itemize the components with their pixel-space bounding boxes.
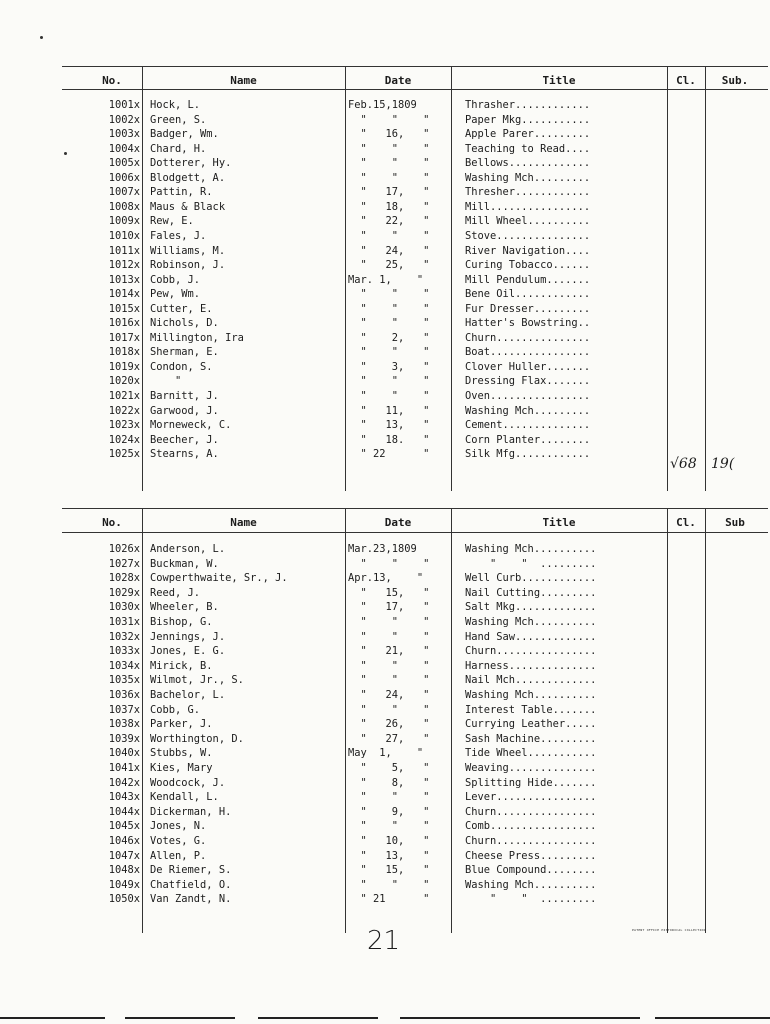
entry-name: Hock, L. <box>150 99 201 111</box>
entry-number: 1019x <box>108 360 140 373</box>
entry-number: 1038x <box>108 718 140 731</box>
entry-title: Corn Planter........ <box>465 433 591 446</box>
ledger-row <box>0 689 770 701</box>
ledger-row <box>0 332 770 344</box>
entry-name: Parker, J. <box>150 718 213 731</box>
section2-header-title: Title <box>542 516 576 529</box>
section1-header-date: Date <box>384 74 412 87</box>
entry-number: 1018x <box>108 346 140 359</box>
entry-date: Mar.23,1809 <box>348 543 417 555</box>
entry-name: Woodcock, J. <box>150 776 226 789</box>
entry-date: " 13, " <box>348 849 430 862</box>
ledger-row <box>0 375 770 387</box>
ledger-row <box>0 259 770 271</box>
entry-number: 1002x <box>108 113 140 126</box>
entry-title: " " ......... <box>465 893 597 906</box>
entry-name: Votes, G. <box>150 835 207 847</box>
entry-date: " " " <box>348 674 430 687</box>
entry-number: 1017x <box>108 331 140 344</box>
ledger-row <box>0 762 770 774</box>
entry-date: " 27, " <box>348 732 430 745</box>
entry-title: Interest Table....... <box>465 703 597 716</box>
entry-date: " 16, " <box>348 128 430 141</box>
bottom-rule-2 <box>125 1017 235 1019</box>
entry-name: Cobb, J. <box>150 273 201 286</box>
section2-header-cl: Cl. <box>676 516 696 529</box>
entry-number: 1043x <box>108 791 140 804</box>
ledger-row <box>0 572 770 584</box>
entry-number: 1024x <box>108 433 140 446</box>
entry-number: 1046x <box>108 835 140 847</box>
entry-date: " 18, " <box>348 200 430 213</box>
entry-name: Chard, H. <box>150 142 207 155</box>
ledger-row <box>0 631 770 643</box>
entry-title: Silk Mfg............ <box>465 448 591 461</box>
entry-title: Washing Mch.......... <box>465 878 597 891</box>
entry-number: 1047x <box>108 849 140 862</box>
entry-date: " 17, " <box>348 186 430 199</box>
entry-name: Nichols, D. <box>150 317 219 330</box>
entry-number: 1027x <box>108 557 140 570</box>
entry-date: " " " <box>348 346 430 359</box>
ledger-row <box>0 157 770 169</box>
entry-date: " 21 " <box>348 893 430 906</box>
entry-date: " " " <box>348 791 430 804</box>
entry-title: Salt Mkg............. <box>465 601 597 614</box>
entry-number: 1011x <box>108 244 140 257</box>
entry-title: Harness.............. <box>465 659 597 672</box>
entry-date: " 15, " <box>348 864 430 877</box>
entry-number: 1015x <box>108 302 140 315</box>
entry-title: Splitting Hide....... <box>465 776 597 789</box>
entry-date: " " " <box>348 820 430 833</box>
entry-title: Churn................ <box>465 645 597 658</box>
entry-date: " 21, " <box>348 645 430 658</box>
page-number: 21 <box>367 926 401 956</box>
entry-number: 1034x <box>108 659 140 672</box>
ledger-row <box>0 346 770 358</box>
entry-number: 1005x <box>108 157 140 170</box>
entry-name: Anderson, L. <box>150 543 226 555</box>
entry-date: " 13, " <box>348 419 430 432</box>
paper-speck <box>64 152 67 155</box>
section2-header-rule <box>62 532 768 533</box>
entry-number: 1033x <box>108 645 140 658</box>
ledger-row <box>0 230 770 242</box>
archive-stamp: PATENT OFFICE HISTORICAL COLLECTION <box>632 928 706 932</box>
entry-title: Washing Mch.......... <box>465 616 597 628</box>
entry-title: " " ......... <box>465 557 597 570</box>
entry-date: " " " <box>348 113 430 126</box>
entry-date: " 24, " <box>348 689 430 701</box>
ledger-row <box>0 806 770 818</box>
entry-date: " " " <box>348 390 430 402</box>
entry-title: Paper Mkg........... <box>465 113 591 126</box>
entry-number: 1023x <box>108 419 140 432</box>
ledger-row <box>0 864 770 876</box>
entry-name: Stubbs, W. <box>150 747 213 760</box>
entry-name: Dotterer, Hy. <box>150 157 232 170</box>
entry-number: 1016x <box>108 317 140 330</box>
ledger-row <box>0 704 770 716</box>
entry-title: Nail Mch............. <box>465 674 597 687</box>
entry-date: " " " <box>348 878 430 891</box>
entry-date: " " " <box>348 302 430 315</box>
entry-number: 1001x <box>108 99 140 111</box>
entry-title: Sash Machine......... <box>465 732 597 745</box>
entry-number: 1021x <box>108 390 140 402</box>
section1-header-no: No. <box>102 74 122 87</box>
entry-number: 1040x <box>108 747 140 760</box>
entry-number: 1045x <box>108 820 140 833</box>
section1-header-title: Title <box>542 74 576 87</box>
entry-name: Buckman, W. <box>150 557 219 570</box>
entry-title: Thresher............ <box>465 186 591 199</box>
bottom-rule-1 <box>0 1017 105 1019</box>
entry-title: Oven................ <box>465 390 591 402</box>
ledger-row <box>0 893 770 905</box>
entry-date: Mar. 1, " <box>348 273 424 286</box>
entry-date: May 1, " <box>348 747 424 760</box>
ledger-row <box>0 645 770 657</box>
entry-title: Dressing Flax....... <box>465 375 591 388</box>
entry-name: Badger, Wm. <box>150 128 219 141</box>
entry-number: 1004x <box>108 142 140 155</box>
ledger-row <box>0 601 770 613</box>
ledger-row <box>0 128 770 140</box>
entry-name: Beecher, J. <box>150 433 219 446</box>
ledger-row <box>0 143 770 155</box>
entry-name: " <box>150 375 182 388</box>
section1-header-rule <box>62 89 768 90</box>
entry-number: 1014x <box>108 288 140 301</box>
entry-date: " " " <box>348 616 430 628</box>
entry-title: Boat................ <box>465 346 591 359</box>
entry-title: Fur Dresser......... <box>465 302 591 315</box>
section1-header-cl: Cl. <box>676 74 696 87</box>
entry-number: 1007x <box>108 186 140 199</box>
entry-date: " 22, " <box>348 215 430 228</box>
entry-title: Washing Mch......... <box>465 404 591 417</box>
entry-name: Jones, N. <box>150 820 207 833</box>
entry-date: " 11, " <box>348 404 430 417</box>
entry-number: 1035x <box>108 674 140 687</box>
section1-top-rule <box>62 66 768 67</box>
entry-title: Blue Compound........ <box>465 864 597 877</box>
ledger-row <box>0 660 770 672</box>
paper-speck <box>40 36 43 39</box>
entry-number: 1026x <box>108 543 140 555</box>
entry-title: Hand Saw............. <box>465 630 597 643</box>
entry-name: Cutter, E. <box>150 302 213 315</box>
entry-name: Allen, P. <box>150 849 207 862</box>
entry-date: " 18. " <box>348 433 430 446</box>
entry-date: " " " <box>348 229 430 242</box>
entry-date: " 15, " <box>348 586 430 599</box>
entry-title: Curing Tobacco...... <box>465 259 591 272</box>
entry-number: 1010x <box>108 229 140 242</box>
ledger-row <box>0 201 770 213</box>
ledger-row <box>0 674 770 686</box>
entry-number: 1012x <box>108 259 140 272</box>
ledger-row <box>0 303 770 315</box>
ledger-row <box>0 405 770 417</box>
entry-date: " " " <box>348 703 430 716</box>
ledger-row <box>0 791 770 803</box>
ledger-row <box>0 361 770 373</box>
entry-date: " " " <box>348 288 430 301</box>
bottom-rule-4 <box>400 1017 640 1019</box>
entry-number: 1032x <box>108 630 140 643</box>
entry-number: 1013x <box>108 273 140 286</box>
entry-title: Comb................. <box>465 820 597 833</box>
entry-date: " 25, " <box>348 259 430 272</box>
entry-date: Feb.15,1809 <box>348 99 417 111</box>
entry-date: " " " <box>348 171 430 184</box>
ledger-row <box>0 820 770 832</box>
entry-title: Hatter's Bowstring.. <box>465 317 591 330</box>
ledger-row <box>0 448 770 460</box>
ledger-row <box>0 777 770 789</box>
entry-date: " 17, " <box>348 601 430 614</box>
entry-name: Bachelor, L. <box>150 689 226 701</box>
section1-header-sub: Sub. <box>721 74 749 87</box>
entry-number: 1006x <box>108 171 140 184</box>
entry-name: Chatfield, O. <box>150 878 232 891</box>
ledger-row <box>0 850 770 862</box>
entry-date: " 8, " <box>348 776 430 789</box>
entry-title: Clover Huller....... <box>465 360 591 373</box>
entry-title: Washing Mch......... <box>465 171 591 184</box>
entry-title: Mill................ <box>465 200 591 213</box>
entry-name: Bishop, G. <box>150 616 213 628</box>
entry-number: 1037x <box>108 703 140 716</box>
ledger-row <box>0 718 770 730</box>
entry-title: River Navigation.... <box>465 244 591 257</box>
entry-name: Millington, Ira <box>150 331 244 344</box>
entry-number: 1029x <box>108 586 140 599</box>
entry-number: 1044x <box>108 805 140 818</box>
ledger-row <box>0 288 770 300</box>
entry-name: Cobb, G. <box>150 703 201 716</box>
entry-name: Blodgett, A. <box>150 171 226 184</box>
entry-name: Morneweck, C. <box>150 419 232 432</box>
entry-title: Washing Mch.......... <box>465 689 597 701</box>
entry-number: 1028x <box>108 572 140 585</box>
entry-title: Bene Oil............ <box>465 288 591 301</box>
section2-header-name: Name <box>230 516 257 529</box>
entry-number: 1025x <box>108 448 140 461</box>
ledger-row <box>0 215 770 227</box>
ledger-row <box>0 99 770 111</box>
entry-title: Apple Parer......... <box>465 128 591 141</box>
entry-name: Maus & Black <box>150 200 226 213</box>
bottom-rule-3 <box>258 1017 378 1019</box>
entry-title: Lever................ <box>465 791 597 804</box>
ledger-row <box>0 733 770 745</box>
entry-name: Rew, E. <box>150 215 194 228</box>
entry-name: Condon, S. <box>150 360 213 373</box>
entry-date: " " " <box>348 375 430 388</box>
ledger-row <box>0 114 770 126</box>
entry-number: 1022x <box>108 404 140 417</box>
ledger-row <box>0 186 770 198</box>
handwritten-cl-note: √68 <box>670 456 697 472</box>
entry-date: " 26, " <box>348 718 430 731</box>
entry-name: De Riemer, S. <box>150 864 232 877</box>
entry-title: Cheese Press......... <box>465 849 597 862</box>
entry-title: Churn............... <box>465 331 591 344</box>
entry-number: 1030x <box>108 601 140 614</box>
entry-title: Stove............... <box>465 229 591 242</box>
entry-title: Mill Wheel.......... <box>465 215 591 228</box>
entry-number: 1031x <box>108 616 140 628</box>
entry-title: Churn................ <box>465 805 597 818</box>
entry-number: 1036x <box>108 689 140 701</box>
ledger-row <box>0 747 770 759</box>
entry-title: Weaving.............. <box>465 762 597 774</box>
entry-title: Bellows............. <box>465 157 591 170</box>
entry-number: 1039x <box>108 732 140 745</box>
entry-number: 1049x <box>108 878 140 891</box>
ledger-row <box>0 390 770 402</box>
entry-title: Currying Leather..... <box>465 718 597 731</box>
entry-date: " " " <box>348 317 430 330</box>
entry-name: Kies, Mary <box>150 762 213 774</box>
entry-number: 1041x <box>108 762 140 774</box>
entry-name: Jones, E. G. <box>150 645 226 658</box>
entry-number: 1009x <box>108 215 140 228</box>
entry-title: Well Curb............ <box>465 572 597 585</box>
entry-name: Barnitt, J. <box>150 390 219 402</box>
entry-name: Dickerman, H. <box>150 805 232 818</box>
entry-date: " " " <box>348 557 430 570</box>
entry-name: Williams, M. <box>150 244 226 257</box>
entry-name: Worthington, D. <box>150 732 244 745</box>
entry-date: " 2, " <box>348 331 430 344</box>
section2-header-sub: Sub <box>725 516 745 529</box>
entry-name: Cowperthwaite, Sr., J. <box>150 572 288 585</box>
entry-name: Fales, J. <box>150 229 207 242</box>
entry-name: Sherman, E. <box>150 346 219 359</box>
ledger-row <box>0 616 770 628</box>
entry-name: Mirick, B. <box>150 659 213 672</box>
entry-name: Reed, J. <box>150 586 201 599</box>
entry-number: 1048x <box>108 864 140 877</box>
entry-date: " 10, " <box>348 835 430 847</box>
entry-title: Washing Mch.......... <box>465 543 597 555</box>
ledger-row <box>0 587 770 599</box>
ledger-row <box>0 543 770 555</box>
entry-title: Churn................ <box>465 835 597 847</box>
entry-number: 1050x <box>108 893 140 906</box>
entry-date: " " " <box>348 630 430 643</box>
entry-title: Teaching to Read.... <box>465 142 591 155</box>
entry-date: " 3, " <box>348 360 430 373</box>
ledger-row <box>0 879 770 891</box>
entry-title: Mill Pendulum....... <box>465 273 591 286</box>
section2-header-date: Date <box>384 516 412 529</box>
ledger-row <box>0 274 770 286</box>
ledger-row <box>0 434 770 446</box>
entry-number: 1008x <box>108 200 140 213</box>
entry-date: " " " <box>348 157 430 170</box>
entry-date: " 22 " <box>348 448 430 461</box>
entry-title: Tide Wheel........... <box>465 747 597 760</box>
ledger-row <box>0 317 770 329</box>
entry-name: Stearns, A. <box>150 448 219 461</box>
entry-number: 1042x <box>108 776 140 789</box>
section2-top-rule <box>62 508 768 509</box>
ledger-row <box>0 558 770 570</box>
entry-name: Wheeler, B. <box>150 601 219 614</box>
entry-name: Green, S. <box>150 113 207 126</box>
entry-number: 1020x <box>108 375 140 388</box>
bottom-rule-5 <box>655 1017 770 1019</box>
entry-date: " 24, " <box>348 244 430 257</box>
entry-title: Cement.............. <box>465 419 591 432</box>
entry-name: Pew, Wm. <box>150 288 201 301</box>
entry-number: 1003x <box>108 128 140 141</box>
entry-name: Jennings, J. <box>150 630 226 643</box>
entry-date: Apr.13, " <box>348 572 424 585</box>
ledger-row <box>0 245 770 257</box>
entry-title: Nail Cutting......... <box>465 586 597 599</box>
ledger-row <box>0 172 770 184</box>
handwritten-sub-note: 19( <box>711 456 735 472</box>
section2-header-no: No. <box>102 516 122 529</box>
entry-name: Robinson, J. <box>150 259 226 272</box>
entry-name: Kendall, L. <box>150 791 219 804</box>
entry-name: Garwood, J. <box>150 404 219 417</box>
entry-name: Wilmot, Jr., S. <box>150 674 244 687</box>
entry-name: Van Zandt, N. <box>150 893 232 906</box>
entry-name: Pattin, R. <box>150 186 213 199</box>
entry-date: " 9, " <box>348 805 430 818</box>
section1-header-name: Name <box>230 74 257 87</box>
ledger-row <box>0 419 770 431</box>
entry-title: Thrasher............ <box>465 99 591 111</box>
entry-date: " " " <box>348 142 430 155</box>
entry-date: " " " <box>348 659 430 672</box>
ledger-row <box>0 835 770 847</box>
entry-date: " 5, " <box>348 762 430 774</box>
